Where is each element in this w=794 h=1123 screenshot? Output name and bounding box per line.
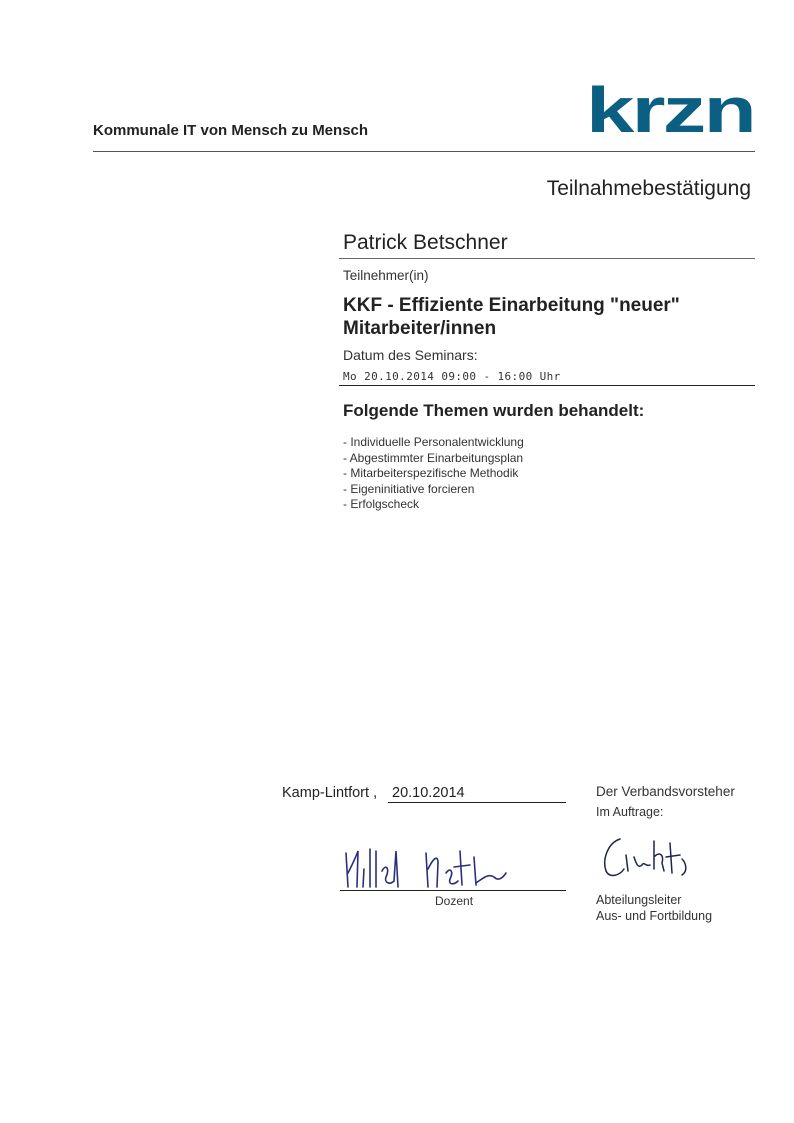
signing-place: Kamp-Lintfort , [282, 785, 378, 801]
on-behalf-label: Im Auftrage: [596, 805, 664, 819]
header-divider [93, 151, 755, 152]
department-head-signature [598, 833, 694, 881]
course-title: KKF - Effiziente Einarbeitung "neuer" Mitarbeiter/innen [343, 295, 680, 339]
lecturer-label: Dozent [435, 894, 474, 908]
seminar-date-label: Datum des Seminars: [343, 347, 478, 363]
lecturer-signature-line [340, 890, 566, 891]
chair-title: Der Verbandsvorsteher [596, 784, 735, 799]
participant-role: Teilnehmer(in) [343, 268, 429, 283]
svg-text:krzn: krzn [586, 84, 754, 138]
topic-item: - Eigeninitiative forcieren [343, 481, 475, 496]
krzn-logo [586, 84, 756, 138]
lecturer-signature [338, 843, 528, 893]
document-title: Teilnahmebestätigung [546, 177, 751, 200]
seminar-date-value: Mo 20.10.2014 09:00 - 16:00 Uhr [343, 370, 561, 383]
signing-date: 20.10.2014 [392, 785, 465, 801]
date-underline [339, 385, 755, 386]
topics-list [343, 435, 524, 513]
topic-item: - Abgestimmter Einarbeitungsplan [343, 450, 524, 465]
topic-item: - Individuelle Personalentwicklung [343, 435, 524, 449]
topics-heading: Folgende Themen wurden behandelt: [343, 401, 645, 420]
signing-date-underline [388, 802, 566, 803]
topic-item: - Erfolgscheck [343, 497, 420, 511]
participant-name: Patrick Betschner [343, 231, 508, 254]
name-underline [339, 258, 755, 259]
department-head-title: Abteilungsleiter [596, 893, 682, 907]
department-name: Aus- und Fortbildung [596, 909, 713, 923]
header-slogan: Kommunale IT von Mensch zu Mensch [93, 122, 369, 139]
topic-item: - Mitarbeiterspezifische Methodik [343, 466, 519, 480]
